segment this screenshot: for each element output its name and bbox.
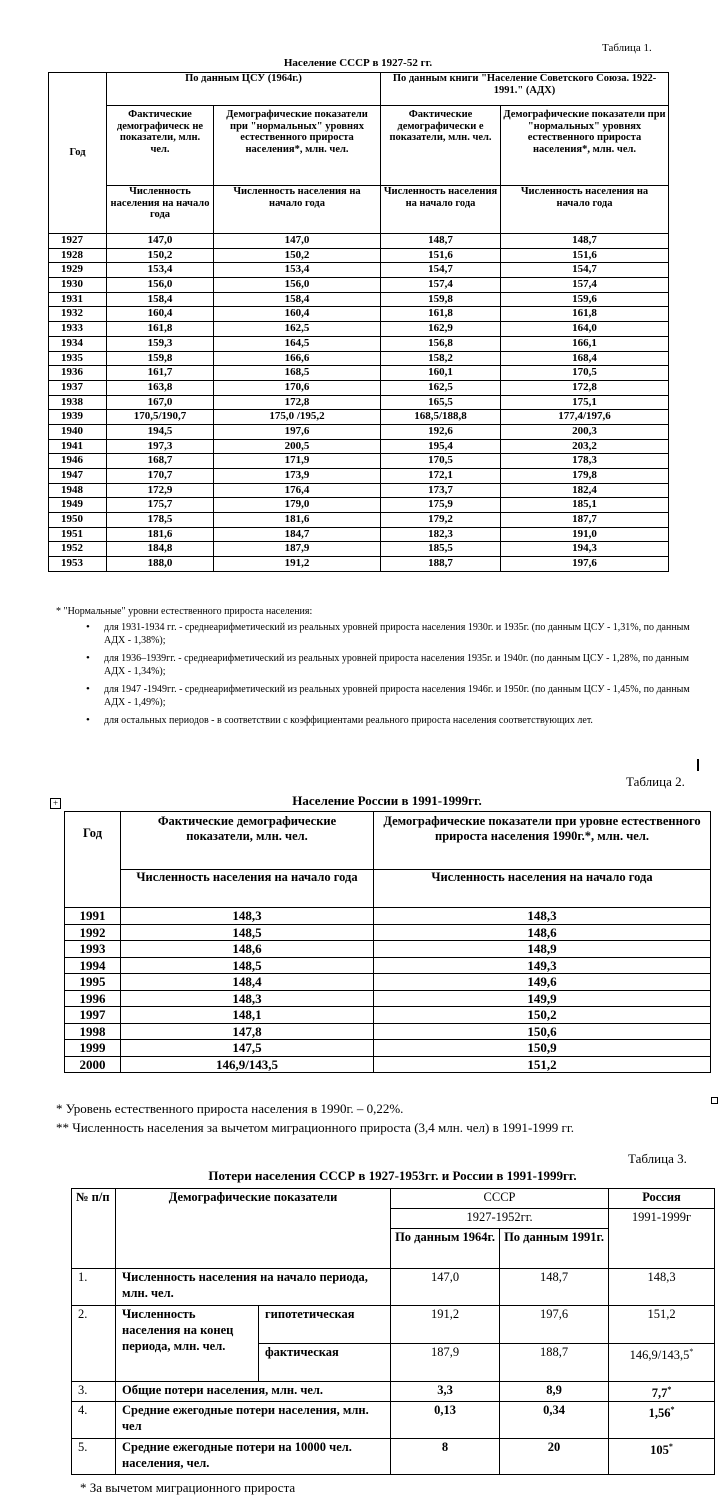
value-cell: 179,0 — [214, 498, 381, 513]
value-cell: 167,0 — [107, 395, 214, 410]
cell-value — [609, 1344, 715, 1382]
year-cell: 1927 — [49, 234, 107, 249]
cell-value-text: 146,9/143,5 — [629, 1348, 690, 1363]
text-cursor — [697, 759, 699, 771]
table1-caption-number: Таблица 1. — [602, 42, 652, 54]
value-cell: 172,9 — [107, 483, 214, 498]
row-label: Численность населения на конец периода, млн. чел. — [116, 1306, 259, 1382]
table-row — [49, 498, 669, 513]
year-cell: 1993 — [65, 941, 121, 958]
table-row — [49, 263, 669, 278]
table1-note-item: • для 1947 -1949гг. - среднеарифметический из реальных уровней прироста населения 1946г. и 1950г. (по данным ЦСУ - 1,45%, по данным АДХ - 1,49%); — [56, 683, 696, 709]
footnote-mark: * — [670, 1405, 675, 1415]
value-cell: 159,6 — [501, 292, 669, 307]
value-cell: 162,9 — [381, 322, 501, 337]
value-cell: 166,6 — [214, 351, 381, 366]
cell-value — [609, 1402, 715, 1439]
year-cell: 1992 — [65, 924, 121, 941]
value-cell: 197,6 — [501, 557, 669, 572]
table1-csu-header: По данным ЦСУ (1964г.) — [107, 73, 381, 106]
year-cell: 1947 — [49, 469, 107, 484]
value-cell: 154,7 — [501, 263, 669, 278]
value-cell: 150,9 — [374, 1040, 711, 1057]
year-cell: 1928 — [49, 248, 107, 263]
value-cell: 159,8 — [107, 351, 214, 366]
table-row — [49, 542, 669, 557]
value-cell: 172,8 — [214, 395, 381, 410]
value-cell: 184,8 — [107, 542, 214, 557]
value-cell: 194,5 — [107, 424, 214, 439]
value-cell: 157,4 — [381, 278, 501, 293]
value-cell: 148,7 — [381, 234, 501, 249]
table3-russia-period: 1991-1999г — [609, 1209, 715, 1269]
value-cell: 148,3 — [374, 908, 711, 925]
cell-value: 8 — [391, 1439, 500, 1475]
value-cell: 147,5 — [121, 1040, 374, 1057]
value-cell: 153,4 — [107, 263, 214, 278]
table3-by-1964: По данным 1964г. — [391, 1229, 500, 1269]
year-cell: 1998 — [65, 1023, 121, 1040]
cell-value: 0,34 — [500, 1402, 609, 1439]
table3-by-1991: По данным 1991г. — [500, 1229, 609, 1269]
value-cell: 160,4 — [107, 307, 214, 322]
value-cell: 162,5 — [381, 380, 501, 395]
table1-adh-header: По данным книги "Население Советского Союза. 1922-1991." (АДХ) — [381, 73, 669, 106]
value-cell: 148,4 — [121, 974, 374, 991]
cell-value: 3,3 — [391, 1382, 500, 1402]
value-cell: 163,8 — [107, 380, 214, 395]
cell-value — [609, 1439, 715, 1475]
row-number: 4. — [72, 1402, 116, 1439]
table-row — [65, 924, 711, 941]
year-cell: 1946 — [49, 454, 107, 469]
value-cell: 159,3 — [107, 336, 214, 351]
value-cell: 168,5/188,8 — [381, 410, 501, 425]
table-row — [65, 957, 711, 974]
table2-fact-header: Фактические демографические показатели, млн. чел. — [121, 812, 374, 870]
year-cell: 1933 — [49, 322, 107, 337]
value-cell: 188,0 — [107, 557, 214, 572]
value-cell: 148,3 — [121, 908, 374, 925]
cell-value: 0,13 — [391, 1402, 500, 1439]
footnote-mark: * — [689, 1347, 694, 1356]
value-cell: 175,9 — [381, 498, 501, 513]
row-number: 5. — [72, 1439, 116, 1475]
value-cell: 170,7 — [107, 469, 214, 484]
year-cell: 1991 — [65, 908, 121, 925]
year-cell: 1951 — [49, 527, 107, 542]
value-cell: 154,7 — [381, 263, 501, 278]
cell-value: 148,3 — [609, 1269, 715, 1306]
year-cell: 1931 — [49, 292, 107, 307]
table1-note-item: • для остальных периодов - в соответствии с коэффициентами реального прироста населения соответствующих лет. — [56, 714, 696, 727]
value-cell: 197,3 — [107, 439, 214, 454]
table-row — [49, 557, 669, 572]
table1-norm-header-csu: Демографические показатели при "нормальных" уровнях естественного прироста населения*, млн. чел. — [214, 106, 381, 186]
table-row — [72, 1269, 715, 1306]
value-cell: 161,7 — [107, 366, 214, 381]
value-cell: 203,2 — [501, 439, 669, 454]
table2-note2: ** Численность населения за вычетом миграционного прироста (3,4 млн. чел) в 1991-1999 гг. — [56, 1120, 574, 1135]
value-cell: 146,9/143,5 — [121, 1056, 374, 1073]
table-resize-handle-icon[interactable] — [711, 1097, 718, 1104]
value-cell: 151,6 — [501, 248, 669, 263]
value-cell: 175,7 — [107, 498, 214, 513]
value-cell: 172,8 — [501, 380, 669, 395]
table1-sub-fact-csu: Численность населения на начало года — [107, 186, 214, 234]
value-cell: 161,8 — [381, 307, 501, 322]
table-row — [49, 395, 669, 410]
value-cell: 148,6 — [121, 941, 374, 958]
table3-ussr-header: СССР — [391, 1189, 609, 1209]
year-cell: 1999 — [65, 1040, 121, 1057]
value-cell: 150,2 — [214, 248, 381, 263]
value-cell: 185,5 — [381, 542, 501, 557]
value-cell: 170,6 — [214, 380, 381, 395]
value-cell: 148,7 — [501, 234, 669, 249]
value-cell: 181,6 — [107, 527, 214, 542]
table1-sub-norm-csu: Численность населения на начало года — [214, 186, 381, 234]
value-cell: 168,5 — [214, 366, 381, 381]
value-cell: 158,4 — [214, 292, 381, 307]
value-cell: 148,3 — [121, 990, 374, 1007]
year-cell: 1996 — [65, 990, 121, 1007]
row-label: Численность населения на начало периода, млн. чел. — [116, 1269, 391, 1306]
table-row — [49, 322, 669, 337]
value-cell: 158,2 — [381, 351, 501, 366]
table-row — [72, 1382, 715, 1402]
value-cell: 178,5 — [107, 513, 214, 528]
value-cell: 153,4 — [214, 263, 381, 278]
table-move-handle-icon[interactable]: + — [50, 798, 61, 809]
table3-note: * За вычетом миграционного прироста — [80, 1480, 296, 1495]
table2-sub-fact: Численность населения на начало года — [121, 870, 374, 908]
table2-note1: * Уровень естественного прироста населения в 1990г. – 0,22%. — [56, 1101, 404, 1116]
cell-value: 20 — [500, 1439, 609, 1475]
value-cell: 171,9 — [214, 454, 381, 469]
value-cell: 182,4 — [501, 483, 669, 498]
value-cell: 170,5/190,7 — [107, 410, 214, 425]
value-cell: 156,0 — [214, 278, 381, 293]
table-row — [49, 380, 669, 395]
value-cell: 157,4 — [501, 278, 669, 293]
footnote-mark: * — [667, 1385, 672, 1394]
table2-caption-number: Таблица 2. — [626, 774, 685, 789]
value-cell: 147,0 — [107, 234, 214, 249]
row-label: Общие потери населения, млн. чел. — [116, 1382, 391, 1402]
table-row — [49, 307, 669, 322]
cell-value: 187,9 — [391, 1344, 500, 1382]
value-cell: 182,3 — [381, 527, 501, 542]
table-row — [49, 278, 669, 293]
row-number: 2. — [72, 1306, 116, 1382]
table3 — [71, 1188, 715, 1475]
cell-value — [609, 1382, 715, 1402]
table-row — [49, 336, 669, 351]
table1-sub-norm-adh: Численность населения на начало года — [501, 186, 669, 234]
cell-value: 8,9 — [500, 1382, 609, 1402]
table-row — [49, 351, 669, 366]
value-cell: 147,0 — [214, 234, 381, 249]
table3-title: Потери населения СССР в 1927-1953гг. и России в 1991-1999гг. — [208, 1168, 577, 1183]
value-cell: 176,4 — [214, 483, 381, 498]
value-cell: 148,5 — [121, 957, 374, 974]
table2-demo-header: Демографические показатели при уровне естественного прироста населения 1990г.*, млн. чел. — [374, 812, 711, 870]
table3-num-header: № п/п — [72, 1189, 116, 1269]
year-cell: 1952 — [49, 542, 107, 557]
year-cell: 1936 — [49, 366, 107, 381]
value-cell: 149,6 — [374, 974, 711, 991]
row-sublabel: фактическая — [259, 1344, 391, 1382]
value-cell: 156,8 — [381, 336, 501, 351]
table-row — [72, 1306, 715, 1344]
year-cell: 1937 — [49, 380, 107, 395]
row-label: Средние ежегодные потери на 10000 чел. населения, чел. — [116, 1439, 391, 1475]
value-cell: 159,8 — [381, 292, 501, 307]
value-cell: 151,6 — [381, 248, 501, 263]
table-row — [49, 292, 669, 307]
value-cell: 162,5 — [214, 322, 381, 337]
cell-value-text: 105 — [650, 1443, 669, 1458]
table-row — [49, 424, 669, 439]
value-cell: 151,2 — [374, 1056, 711, 1073]
year-cell: 1948 — [49, 483, 107, 498]
value-cell: 179,8 — [501, 469, 669, 484]
year-cell: 1997 — [65, 1007, 121, 1024]
value-cell: 170,5 — [381, 454, 501, 469]
row-label: Средние ежегодные потери населения, млн. чел — [116, 1402, 391, 1439]
table1-fact-header-adh: Фактические демографически е показатели, млн. чел. — [381, 106, 501, 186]
table1-year-header: Год — [49, 73, 107, 234]
table1-note-item: • для 1931-1934 гг. - среднеарифметический из реальных уровней прироста населения 1930г. и 1935г. (по данным ЦСУ - 1,31%, по данным АДХ - 1,38%); — [56, 621, 696, 647]
year-cell: 1994 — [65, 957, 121, 974]
table-row — [65, 1040, 711, 1057]
table1-notes — [56, 605, 696, 732]
table1-fact-header-csu: Фактические демографическ не показатели, млн. чел. — [107, 106, 214, 186]
value-cell: 188,7 — [381, 557, 501, 572]
table2-year-header: Год — [65, 812, 121, 908]
value-cell: 147,8 — [121, 1023, 374, 1040]
value-cell: 197,6 — [214, 424, 381, 439]
value-cell: 195,4 — [381, 439, 501, 454]
cell-value: 148,7 — [500, 1269, 609, 1306]
value-cell: 149,9 — [374, 990, 711, 1007]
value-cell: 173,9 — [214, 469, 381, 484]
table1-notes-list — [56, 621, 696, 727]
table1-notes-intro: * "Нормальные" уровни естественного прироста населения: — [56, 606, 313, 617]
footnote-mark: * — [668, 1442, 673, 1452]
value-cell: 161,8 — [107, 322, 214, 337]
table3-ussr-period: 1927-1952гг. — [391, 1209, 609, 1229]
value-cell: 158,4 — [107, 292, 214, 307]
year-cell: 1934 — [49, 336, 107, 351]
table-row — [49, 248, 669, 263]
table-row — [49, 234, 669, 249]
table-row — [49, 513, 669, 528]
value-cell: 165,5 — [381, 395, 501, 410]
value-cell: 200,5 — [214, 439, 381, 454]
row-number: 1. — [72, 1269, 116, 1306]
cell-value: 197,6 — [500, 1306, 609, 1344]
value-cell: 150,2 — [107, 248, 214, 263]
table2 — [64, 811, 711, 1073]
value-cell: 168,4 — [501, 351, 669, 366]
value-cell: 173,7 — [381, 483, 501, 498]
table2-body — [65, 908, 711, 1073]
table-row — [65, 1056, 711, 1073]
value-cell: 178,3 — [501, 454, 669, 469]
value-cell: 150,2 — [374, 1007, 711, 1024]
table-row — [65, 941, 711, 958]
table-row — [49, 366, 669, 381]
year-cell: 1949 — [49, 498, 107, 513]
year-cell: 2000 — [65, 1056, 121, 1073]
value-cell: 194,3 — [501, 542, 669, 557]
table3-indicators-header: Демографические показатели — [116, 1189, 391, 1269]
year-cell: 1940 — [49, 424, 107, 439]
value-cell: 148,1 — [121, 1007, 374, 1024]
year-cell: 1932 — [49, 307, 107, 322]
value-cell: 148,6 — [374, 924, 711, 941]
value-cell: 148,5 — [121, 924, 374, 941]
table2-title: Население России в 1991-1999гг. — [292, 793, 482, 808]
year-cell: 1935 — [49, 351, 107, 366]
year-cell: 1930 — [49, 278, 107, 293]
value-cell: 177,4/197,6 — [501, 410, 669, 425]
table-row — [65, 908, 711, 925]
value-cell: 149,3 — [374, 957, 711, 974]
value-cell: 187,7 — [501, 513, 669, 528]
value-cell: 160,4 — [214, 307, 381, 322]
year-cell: 1938 — [49, 395, 107, 410]
table3-russia-header: Россия — [609, 1189, 715, 1209]
table-row — [65, 1023, 711, 1040]
table-row — [49, 527, 669, 542]
table-row — [49, 469, 669, 484]
year-cell: 1941 — [49, 439, 107, 454]
value-cell: 164,0 — [501, 322, 669, 337]
value-cell: 181,6 — [214, 513, 381, 528]
cell-value: 188,7 — [500, 1344, 609, 1382]
value-cell: 168,7 — [107, 454, 214, 469]
table1-note-item: • для 1936–1939гг. - среднеарифметический из реальных уровней прироста населения 1935г. и 1940г. (по данным ЦСУ - 1,28%, по данным АДХ - 1,34%); — [56, 652, 696, 678]
value-cell: 170,5 — [501, 366, 669, 381]
row-number: 3. — [72, 1382, 116, 1402]
cell-value: 191,2 — [391, 1306, 500, 1344]
value-cell: 175,0 /195,2 — [214, 410, 381, 425]
table1-sub-fact-adh: Численность населения на начало года — [381, 186, 501, 234]
year-cell: 1953 — [49, 557, 107, 572]
value-cell: 148,9 — [374, 941, 711, 958]
value-cell: 184,7 — [214, 527, 381, 542]
table-row — [72, 1439, 715, 1475]
table2-sub-demo: Численность населения на начало года — [374, 870, 711, 908]
cell-value: 151,2 — [609, 1306, 715, 1344]
cell-value-text: 1,56 — [648, 1406, 671, 1421]
value-cell: 200,3 — [501, 424, 669, 439]
table-row — [49, 483, 669, 498]
table-row — [49, 439, 669, 454]
table1-body — [49, 234, 669, 572]
value-cell: 161,8 — [501, 307, 669, 322]
value-cell: 185,1 — [501, 498, 669, 513]
value-cell: 156,0 — [107, 278, 214, 293]
table1-title: Население СССР в 1927-52 гг. — [283, 57, 433, 69]
value-cell: 187,9 — [214, 542, 381, 557]
row-sublabel: гипотетическая — [259, 1306, 391, 1344]
table-row — [65, 974, 711, 991]
value-cell: 192,6 — [381, 424, 501, 439]
table-row — [65, 990, 711, 1007]
table1-norm-header-adh: Демографические показатели при "нормальных" уровнях естественного прироста населения*, млн. чел. — [501, 106, 669, 186]
cell-value: 147,0 — [391, 1269, 500, 1306]
year-cell: 1929 — [49, 263, 107, 278]
year-cell: 1995 — [65, 974, 121, 991]
year-cell: 1939 — [49, 410, 107, 425]
table-row — [49, 410, 669, 425]
cell-value-text: 7,7 — [651, 1386, 668, 1401]
value-cell: 164,5 — [214, 336, 381, 351]
value-cell: 191,0 — [501, 527, 669, 542]
value-cell: 166,1 — [501, 336, 669, 351]
year-cell: 1950 — [49, 513, 107, 528]
value-cell: 175,1 — [501, 395, 669, 410]
value-cell: 172,1 — [381, 469, 501, 484]
value-cell: 160,1 — [381, 366, 501, 381]
table-row — [72, 1402, 715, 1439]
table1 — [48, 72, 669, 572]
value-cell: 191,2 — [214, 557, 381, 572]
table-row — [65, 1007, 711, 1024]
value-cell: 150,6 — [374, 1023, 711, 1040]
value-cell: 179,2 — [381, 513, 501, 528]
table3-caption-number: Таблица 3. — [628, 1151, 687, 1166]
table-row — [49, 454, 669, 469]
